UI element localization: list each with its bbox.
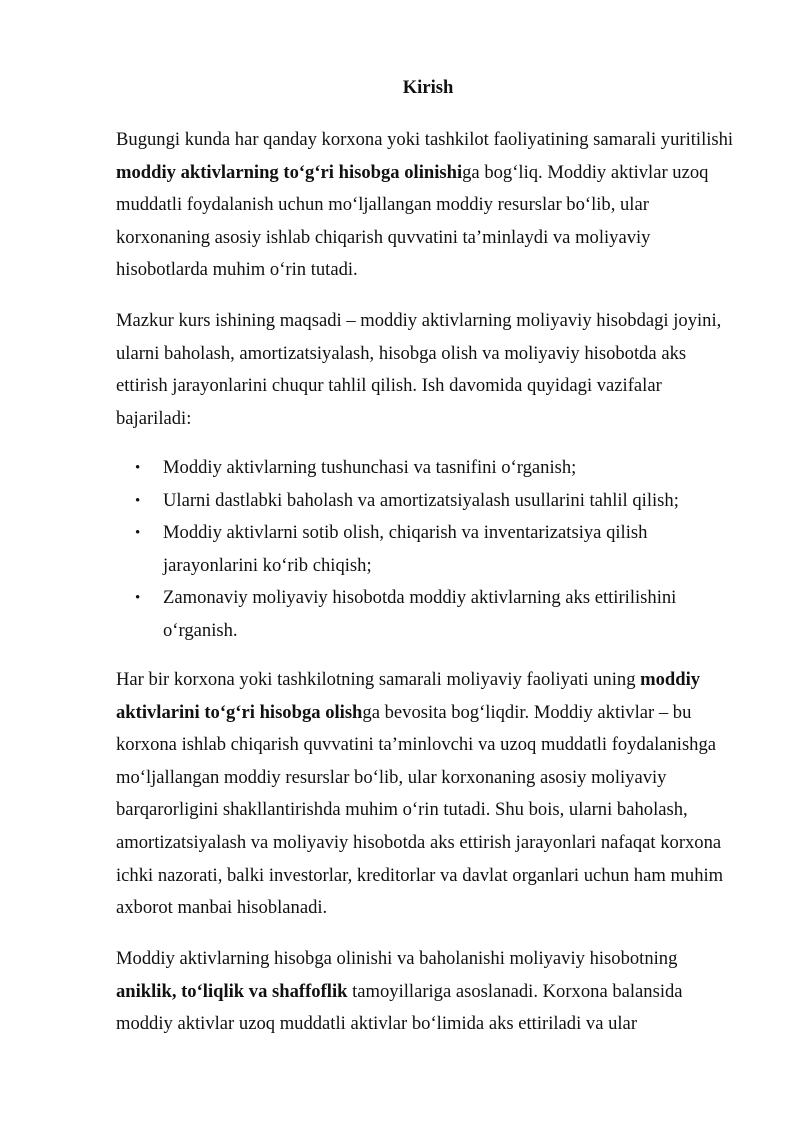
text-line: moddiy aktivlar uzoq muddatli aktivlar bo‘limida aks ettiriladi va ular [116, 1013, 638, 1035]
list-item [116, 517, 746, 582]
text-span: Har bir korxona yoki tashkilotning samarali moliyaviy faoliyati uning [116, 669, 641, 690]
text-line: Moddiy aktivlarning hisobga olinishi va baholanishi moliyaviy hisobotning [116, 948, 678, 969]
intro-paragraph-1 [116, 124, 746, 287]
list-item-text: Ularni dastlabki baholash va amortizatsiyalash usullarini tahlil qilish; [163, 489, 679, 511]
list-item-text: jarayonlarini ko‘rib chiqish; [163, 554, 372, 576]
page-title: Kirish [402, 77, 454, 98]
text-line: mo‘ljallangan moddiy resurslar bo‘lib, ular korxonaning asosiy moliyaviy [116, 766, 667, 788]
list-item-text: Moddiy aktivlarni sotib olish, chiqarish va inventarizatsiya qilish [163, 522, 648, 544]
text-line: muddatli foydalanish uchun mo‘ljallangan moddiy resurslar bo‘lib, ular [116, 194, 649, 216]
bullet-icon: • [135, 492, 141, 509]
list-item [116, 582, 746, 647]
list-item-text: o‘rganish. [163, 619, 238, 641]
bullet-icon: • [135, 460, 141, 476]
list-item-text: Zamonaviy moliyaviy hisobotda moddiy aktivlarning aks ettirilishini [163, 587, 677, 609]
text-line [116, 697, 746, 730]
text-span: ga bog‘liq. Moddiy aktivlar uzoq [462, 161, 709, 183]
text-line: hisobotlarda muhim o‘rin tutadi. [116, 259, 358, 281]
list-item [116, 452, 746, 485]
text-line: barqarorligini shakllantirishda muhim o‘rin tutadi. Shu bois, ularni baholash, [116, 799, 688, 821]
text-span: tamoyillariga asoslanadi. Korxona balansida [347, 980, 683, 1002]
text-line: ettirish jarayonlarini chuqur tahlil qilish. Ish davomida quyidagi vazifalar [116, 375, 662, 397]
bold-phrase: moddiy [640, 669, 701, 690]
bullet-icon: • [135, 525, 141, 542]
text-line: axborot manbai hisoblanadi. [116, 897, 328, 919]
text-line: bajariladi: [116, 407, 192, 429]
bold-phrase: aktivlarini to‘g‘ri hisobga olish [116, 701, 363, 723]
text-line [116, 157, 746, 190]
text-line [116, 664, 746, 697]
list-item [116, 485, 746, 518]
body-paragraph-4 [116, 943, 746, 1041]
text-line [116, 976, 746, 1009]
text-line: ularni baholash, amortizatsiyalash, hisobga olish va moliyaviy hisobotda aks [116, 342, 687, 364]
list-item-text: Moddiy aktivlarning tushunchasi va tasnifini o‘rganish; [163, 457, 577, 478]
bold-phrase: moddiy aktivlarning to‘g‘ri hisobga olinishi [116, 161, 463, 183]
intro-paragraph-2 [116, 305, 746, 435]
bold-phrase: aniklik, to‘liqlik va shaffoflik [116, 980, 348, 1002]
text-line: korxonaning asosiy ishlab chiqarish quvvatini ta’minlaydi va moliyaviy [116, 226, 651, 248]
bullet-icon: • [135, 590, 141, 607]
text-line: korxona ishlab chiqarish quvvatini ta’minlovchi va uzoq muddatli foydalanishga [116, 734, 717, 756]
text-line: Bugungi kunda har qanday korxona yoki tashkilot faoliyatining samarali yuritilishi [116, 129, 734, 150]
body-paragraph-3 [116, 664, 746, 925]
text-line: Mazkur kurs ishining maqsadi – moddiy aktivlarning moliyaviy hisobdagi joyini, [116, 310, 722, 331]
text-span: ga bevosita bog‘liqdir. Moddiy aktivlar – bu [362, 701, 692, 723]
text-line: ichki nazorati, balki investorlar, kreditorlar va davlat organlari uchun ham muhim [116, 864, 724, 886]
tasks-list [116, 452, 746, 648]
text-line: amortizatsiyalash va moliyaviy hisobotda aks ettirish jarayonlari nafaqat korxona [116, 831, 722, 853]
